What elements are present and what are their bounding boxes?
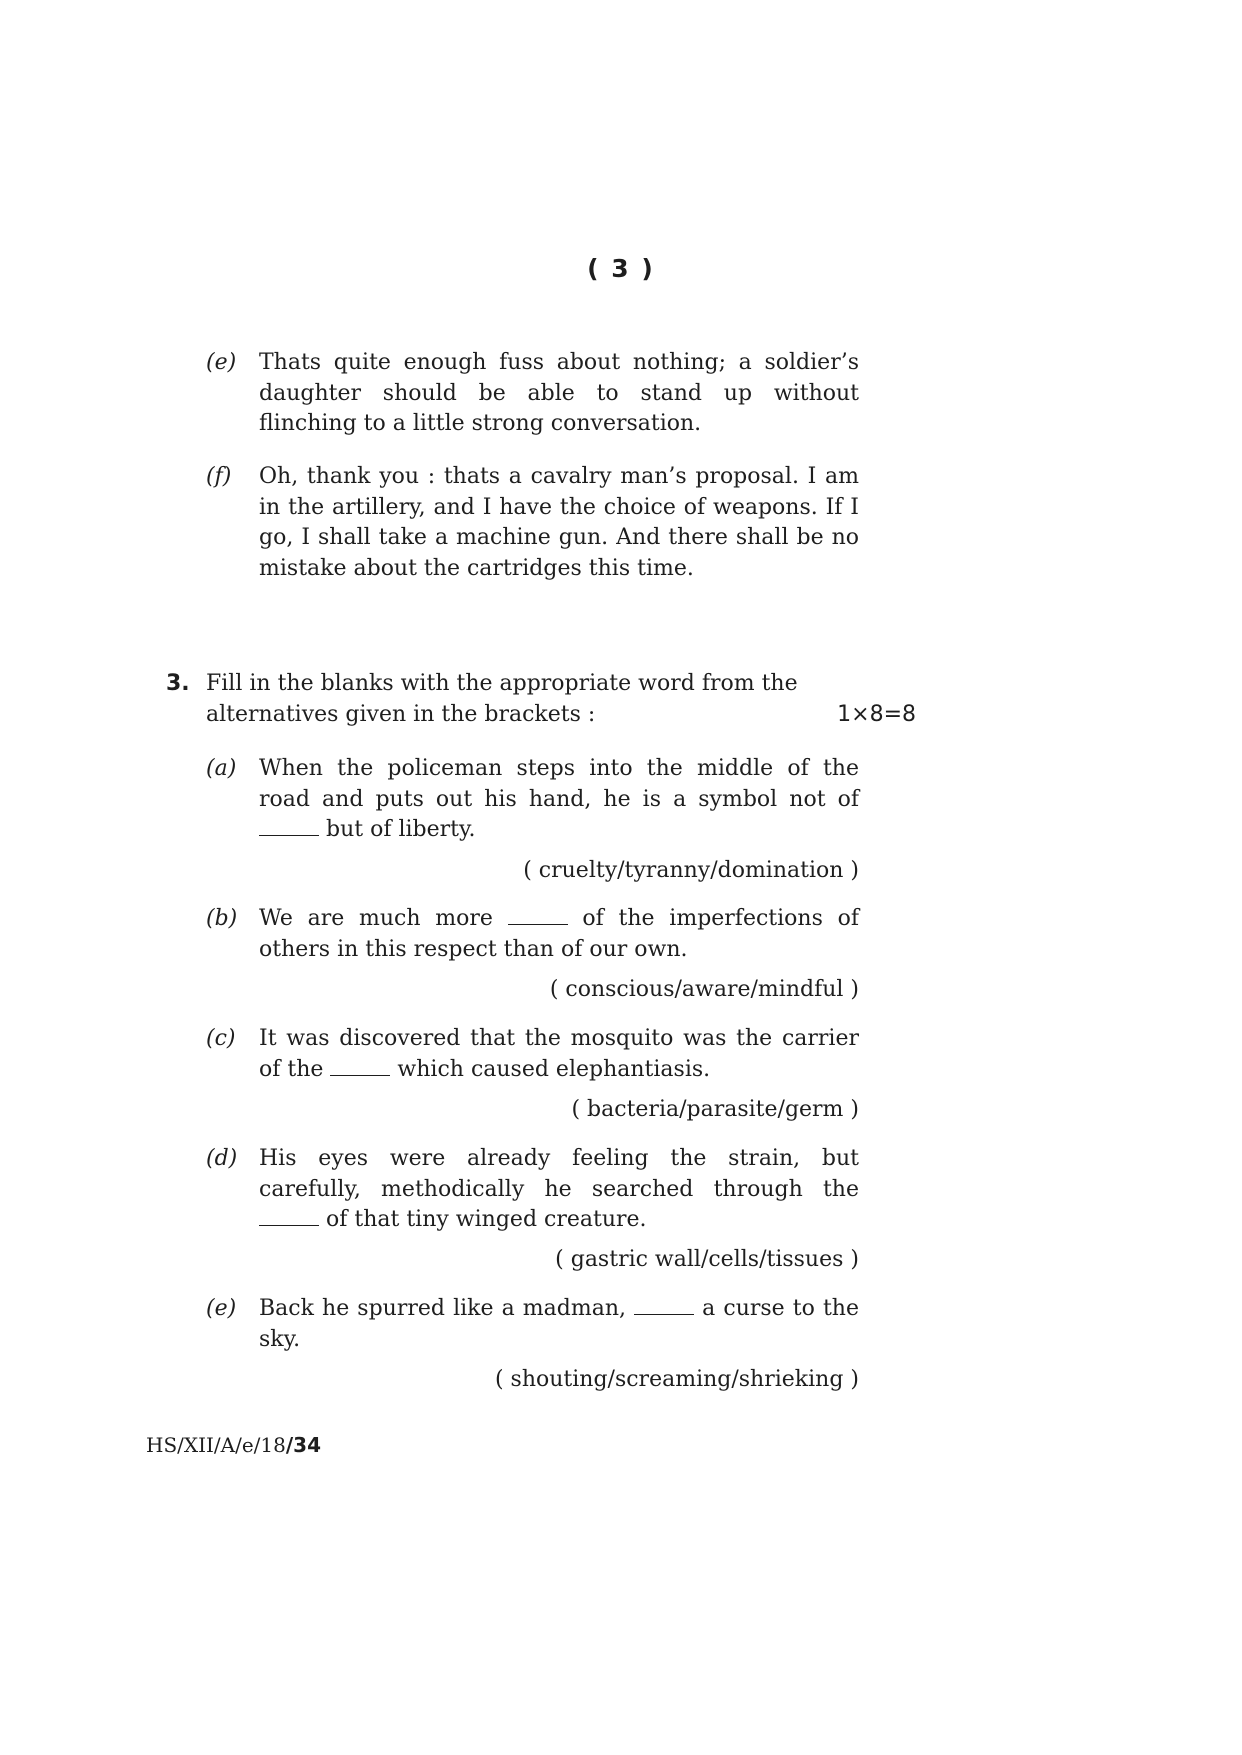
answer-blank bbox=[330, 1057, 390, 1076]
q3-item-a bbox=[206, 754, 859, 846]
item-text bbox=[259, 1294, 859, 1355]
q3-options-c: ( bacteria/parasite/germ ) bbox=[571, 1097, 859, 1122]
item-text: Thats quite enough fuss about nothing; a soldier’s daughter should be able to stand up without flinching to a little strong conversation. bbox=[259, 350, 859, 436]
q3-options-d: ( gastric wall/cells/tissues ) bbox=[555, 1247, 859, 1272]
question-number: 3. bbox=[166, 671, 190, 696]
text-after-blank: which caused elephantiasis. bbox=[397, 1056, 711, 1082]
question-text: Fill in the blanks with the appropriate word from the alternatives given in the brackets : bbox=[206, 671, 798, 727]
text-before-blank: Back he spurred like a madman, bbox=[259, 1296, 626, 1321]
item-text bbox=[259, 1144, 859, 1236]
item-label: (e) bbox=[206, 1296, 237, 1321]
item-label: (c) bbox=[206, 1026, 236, 1051]
text-before-blank: We are much more bbox=[259, 906, 493, 931]
item-label: (a) bbox=[206, 756, 237, 781]
answer-blank bbox=[634, 1296, 694, 1315]
q3-options-a: ( cruelty/tyranny/domination ) bbox=[523, 858, 859, 883]
answer-blank bbox=[508, 906, 568, 925]
footer-code: HS/XII/A/e/18 bbox=[146, 1433, 286, 1457]
item-label: (b) bbox=[206, 906, 238, 931]
answer-blank bbox=[259, 1207, 319, 1226]
page-footer bbox=[146, 1433, 321, 1457]
item-label: (e) bbox=[206, 350, 237, 375]
q3-options-b: ( conscious/aware/mindful ) bbox=[549, 977, 859, 1002]
text-before-blank: His eyes were already feeling the strain, but carefully, methodically he searched through the bbox=[259, 1146, 859, 1202]
q3-item-d bbox=[206, 1144, 859, 1236]
text-after-blank: of the imperfections of others in this respect than of our own. bbox=[259, 906, 859, 962]
item-text bbox=[259, 754, 859, 846]
q3-item-c bbox=[206, 1024, 859, 1085]
question-marks: 1×8=8 bbox=[837, 701, 916, 727]
text-after-blank: a curse to the sky. bbox=[259, 1296, 859, 1352]
text-after-blank: but of liberty. bbox=[326, 817, 476, 842]
section2-item-e bbox=[206, 348, 859, 440]
item-text bbox=[259, 904, 859, 965]
q3-options-e: ( shouting/screaming/shrieking ) bbox=[494, 1367, 859, 1392]
item-label: (f) bbox=[206, 464, 232, 489]
question-3 bbox=[166, 669, 916, 730]
item-text: Oh, thank you : thats a cavalry man’s proposal. I am in the artillery, and I have the choice of weapons. If I go, I shall take a machine gun. And there shall be no mistake about the cartridges this time. bbox=[259, 464, 859, 581]
answer-blank bbox=[259, 817, 319, 836]
q3-item-e bbox=[206, 1294, 859, 1355]
text-before-blank: When the policeman steps into the middle of the road and puts out his hand, he is a symbol not of bbox=[259, 756, 859, 812]
item-label: (d) bbox=[206, 1146, 238, 1171]
section2-item-f bbox=[206, 462, 859, 584]
footer-page-ref: /34 bbox=[285, 1433, 322, 1457]
text-before-blank: It was discovered that the mosquito was the carrier of the bbox=[259, 1026, 859, 1082]
text-after-blank: of that tiny winged creature. bbox=[326, 1207, 647, 1232]
q3-item-b bbox=[206, 904, 859, 965]
item-text bbox=[259, 1024, 859, 1085]
page-number: ( 3 ) bbox=[587, 254, 655, 283]
